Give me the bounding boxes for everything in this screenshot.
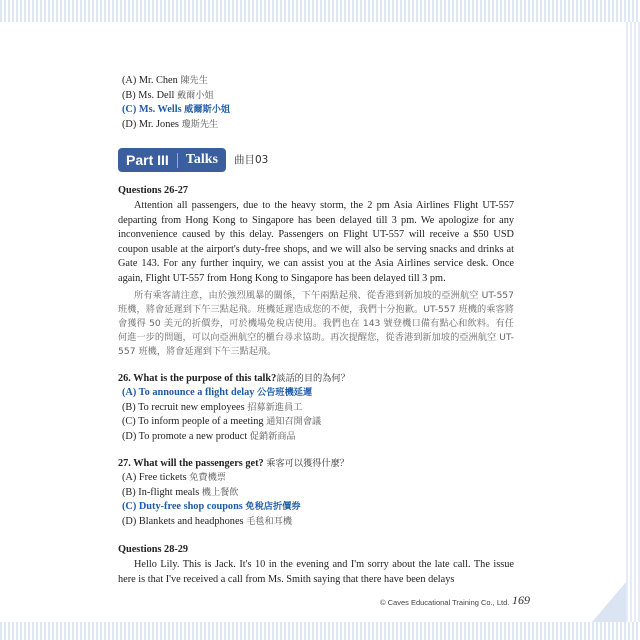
q27-option-c-answer: (C) Duty-free shop coupons 免稅店折價券 [122,501,301,513]
right-decorative-stripe [626,22,640,622]
talk-paragraph-2: Hello Lily. This is Jack. It's 10 in the evening and I'm sorry about the late call. The issue here is that I've received a call from Ms. Smith saying that there have been delays [118,559,514,585]
track-label: 曲目03 [233,154,269,167]
q26-option-c: (C) To inform people of a meeting 通知召開會議 [122,416,322,428]
question-26-text: 26. What is the purpose of this talk?談話的目的為何？ [118,372,350,384]
q26-option-a-answer: (A) To announce a flight delay 公告班機延遲 [122,387,313,399]
q27-option-d: (D) Blankets and headphones 毛毯和耳機 [122,515,293,527]
talk-translation: 所有乘客請注意，由於強烈風暴的關係，下午兩點起飛、從香港到新加坡的亞洲航空 UT-557 班機，將會延遲到下午三點起飛。班機延遲造成您的不便，我們十分抱歉。UT-557 班機的乘客將會獲得 50 美元的折價券，可於機場免稅店使用。我們也在 143 號登機口備有點心和飲料。有任何進一步的問題，可以向亞洲航空的櫃台尋求協助。再次提醒您，從香港到新加坡的亞洲航空 UT-557 班機，將會延遲到下午三點起飛。 [118,289,514,358]
top-options [118,74,514,132]
questions-heading-2: Questions 28-29 [118,544,189,556]
q27-option-a: (A) Free tickets 免費機票 [122,472,226,484]
option-a: (A) Mr. Chen 陳先生 [122,75,208,86]
spacer [118,529,514,543]
page-number: 169 [512,593,530,607]
part-header [118,148,514,172]
questions-heading: Questions 26-27 [118,185,189,197]
bottom-decorative-stripe [0,622,640,640]
option-d: (D) Mr. Jones 瓊斯先生 [122,118,219,130]
question-27 [118,457,514,530]
q26-option-b: (B) To recruit new employees 招募新進員工 [122,401,303,413]
q26-option-d: (D) To promote a new product 促銷新商品 [122,430,296,442]
part-number: Part III [126,152,169,169]
question-26 [118,372,514,445]
question-27-text: 27. What will the passengers get? 乘客可以獲得什麼？ [118,457,349,469]
publisher-footer: © Caves Educational Training Co., Ltd. [380,598,510,607]
talk-paragraph: Attention all passengers, due to the heavy storm, the 2 pm Asia Airlines Flight UT-557 departing from Hong Kong to Singapore has been delayed till 3 pm. We apologize for any inconvenience caused by this delay. Passengers on Flight UT-557 will receive a $50 USD coupon usable at the airport's duty-free shops, and we will also be serving snacks and drinks at Gate 143. For any further inquiry, we can assist you at the Asia Airlines service desk. Once again, Flight UT-557 from Hong Kong to Singapore has been delayed till 3 pm. [118,199,514,284]
q27-option-b: (B) In-flight meals 機上餐飲 [122,486,239,498]
top-decorative-stripe [0,0,640,22]
page-content [118,74,514,587]
part-title: Talks [177,153,218,168]
part-badge [118,148,226,172]
option-b: (B) Ms. Dell 戴爾小姐 [122,89,214,101]
option-c-answer: (C) Ms. Wells 威爾斯小姐 [122,104,231,116]
page-corner-fold [592,582,626,622]
